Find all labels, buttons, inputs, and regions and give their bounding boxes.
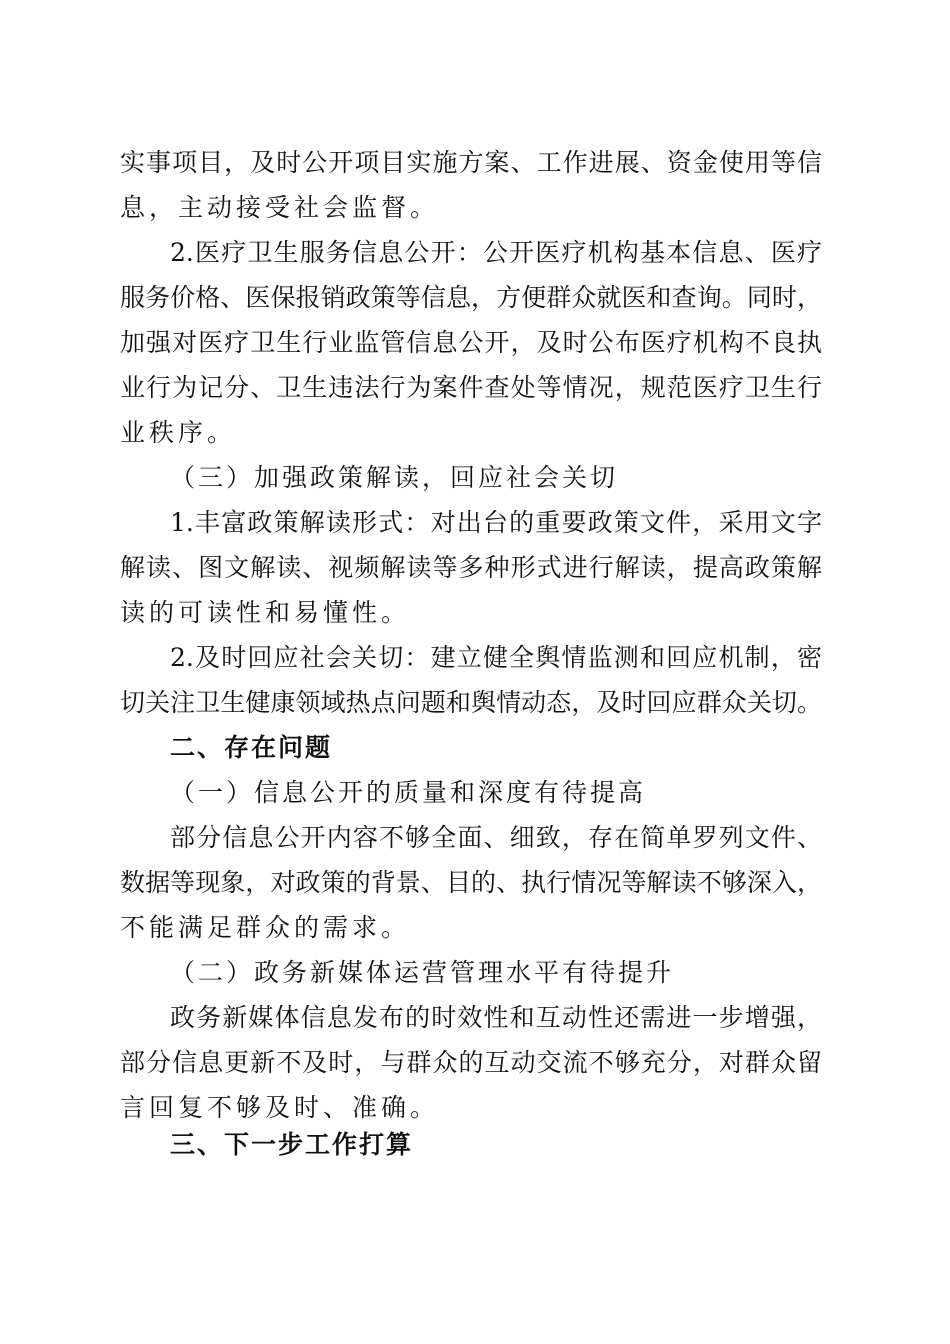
paragraph-line: 解读、图文解读、视频解读等多种形式进行解读，提高政策解 [120, 553, 822, 582]
paragraph-line: 1.丰富政策解读形式：对出台的重要政策文件，采用文字 [170, 508, 822, 537]
section-subheading: （三）加强政策解读，回应社会关切 [170, 463, 619, 492]
section-heading: 三、下一步工作打算 [170, 1130, 414, 1159]
paragraph-line: 数据等现象，对政策的背景、目的、执行情况等解读不够深入， [120, 868, 822, 897]
paragraph-line: 2.医疗卫生服务信息公开：公开医疗机构基本信息、医疗 [170, 238, 822, 267]
paragraph-line: 服务价格、医保报销政策等信息，方便群众就医和查询。同时， [120, 283, 822, 312]
section-subheading: （二）政务新媒体运营管理水平有待提升 [170, 958, 675, 987]
paragraph-line: 部分信息更新不及时，与群众的互动交流不够充分，对群众留 [120, 1048, 822, 1077]
paragraph-line: 政务新媒体信息发布的时效性和互动性还需进一步增强， [170, 1003, 822, 1032]
paragraph-line: 实事项目，及时公开项目实施方案、工作进展、资金使用等信 [120, 148, 822, 177]
paragraph-line: 业秩序。 [120, 418, 237, 447]
paragraph-line: 业行为记分、卫生违法行为案件查处等情况，规范医疗卫生行 [120, 373, 822, 402]
paragraph-line: 读的可读性和易懂性。 [120, 598, 411, 627]
paragraph-line: 言回复不够及时、准确。 [120, 1093, 440, 1122]
paragraph-line: 不能满足群众的需求。 [120, 913, 411, 942]
paragraph-line: 息，主动接受社会监督。 [120, 193, 440, 222]
section-heading: 二、存在问题 [170, 733, 333, 762]
paragraph-line: 2.及时回应社会关切：建立健全舆情监测和回应机制，密 [170, 643, 822, 672]
section-subheading: （一）信息公开的质量和深度有待提高 [170, 778, 647, 807]
paragraph-line: 加强对医疗卫生行业监管信息公开，及时公布医疗机构不良执 [120, 328, 822, 357]
paragraph-line: 部分信息公开内容不够全面、细致，存在简单罗列文件、 [170, 823, 822, 852]
paragraph-line: 切关注卫生健康领域热点问题和舆情动态，及时回应群众关切。 [120, 688, 822, 717]
